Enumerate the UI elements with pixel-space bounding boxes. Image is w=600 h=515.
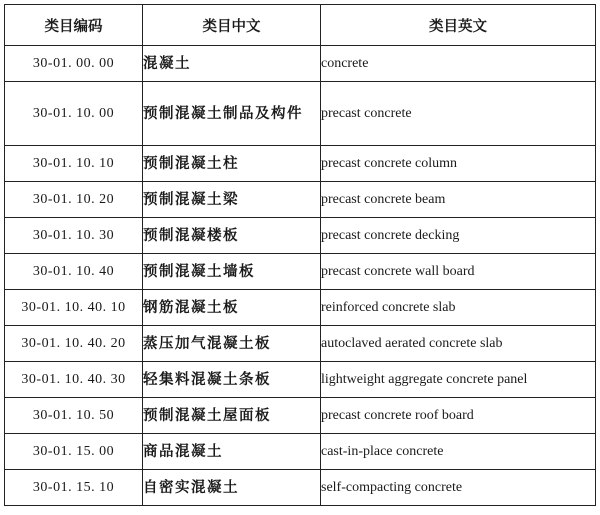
cell-code: 30-01. 10. 00: [5, 82, 143, 146]
table-row: [5, 218, 596, 254]
table-row: [5, 434, 596, 470]
cell-code: 30-01. 10. 20: [5, 182, 143, 218]
table-header: [5, 5, 596, 46]
table-body: [5, 46, 596, 506]
table-row: [5, 182, 596, 218]
table-row: [5, 398, 596, 434]
cell-code: 30-01. 10. 40. 20: [5, 326, 143, 362]
cell-english: concrete: [321, 46, 596, 82]
cell-english: precast concrete roof board: [321, 398, 596, 434]
header-chinese: 类目中文: [143, 5, 321, 46]
table-row: [5, 254, 596, 290]
cell-english: lightweight aggregate concrete panel: [321, 362, 596, 398]
cell-english: autoclaved aerated concrete slab: [321, 326, 596, 362]
cell-chinese: 混凝土: [143, 46, 321, 82]
cell-chinese: 预制混凝土柱: [143, 146, 321, 182]
cell-chinese: 预制混凝土梁: [143, 182, 321, 218]
table-row: [5, 46, 596, 82]
cell-chinese: 预制混凝楼板: [143, 218, 321, 254]
cell-english: self-compacting concrete: [321, 470, 596, 506]
cell-chinese: 轻集料混凝土条板: [143, 362, 321, 398]
cell-chinese: 预制混凝土制品及构件: [143, 82, 321, 146]
header-row: [5, 5, 596, 46]
cell-code: 30-01. 10. 40. 10: [5, 290, 143, 326]
cell-chinese: 自密实混凝土: [143, 470, 321, 506]
cell-code: 30-01. 00. 00: [5, 46, 143, 82]
table-row: [5, 362, 596, 398]
cell-chinese: 钢筋混凝土板: [143, 290, 321, 326]
table-row: [5, 146, 596, 182]
cell-code: 30-01. 10. 40: [5, 254, 143, 290]
table-row: [5, 326, 596, 362]
header-code: 类目编码: [5, 5, 143, 46]
table-row: [5, 82, 596, 146]
cell-code: 30-01. 10. 30: [5, 218, 143, 254]
cell-english: precast concrete wall board: [321, 254, 596, 290]
cell-chinese: 预制混凝土墙板: [143, 254, 321, 290]
cell-english: precast concrete column: [321, 146, 596, 182]
cell-english: reinforced concrete slab: [321, 290, 596, 326]
cell-chinese: 商品混凝土: [143, 434, 321, 470]
cell-code: 30-01. 15. 00: [5, 434, 143, 470]
table-row: [5, 470, 596, 506]
cell-chinese: 蒸压加气混凝土板: [143, 326, 321, 362]
cell-english: precast concrete: [321, 82, 596, 146]
cell-chinese: 预制混凝土屋面板: [143, 398, 321, 434]
cell-code: 30-01. 10. 10: [5, 146, 143, 182]
cell-english: precast concrete decking: [321, 218, 596, 254]
classification-table: [4, 4, 596, 506]
table-row: [5, 290, 596, 326]
cell-code: 30-01. 15. 10: [5, 470, 143, 506]
cell-english: cast-in-place concrete: [321, 434, 596, 470]
cell-code: 30-01. 10. 40. 30: [5, 362, 143, 398]
cell-code: 30-01. 10. 50: [5, 398, 143, 434]
header-english: 类目英文: [321, 5, 596, 46]
cell-english: precast concrete beam: [321, 182, 596, 218]
